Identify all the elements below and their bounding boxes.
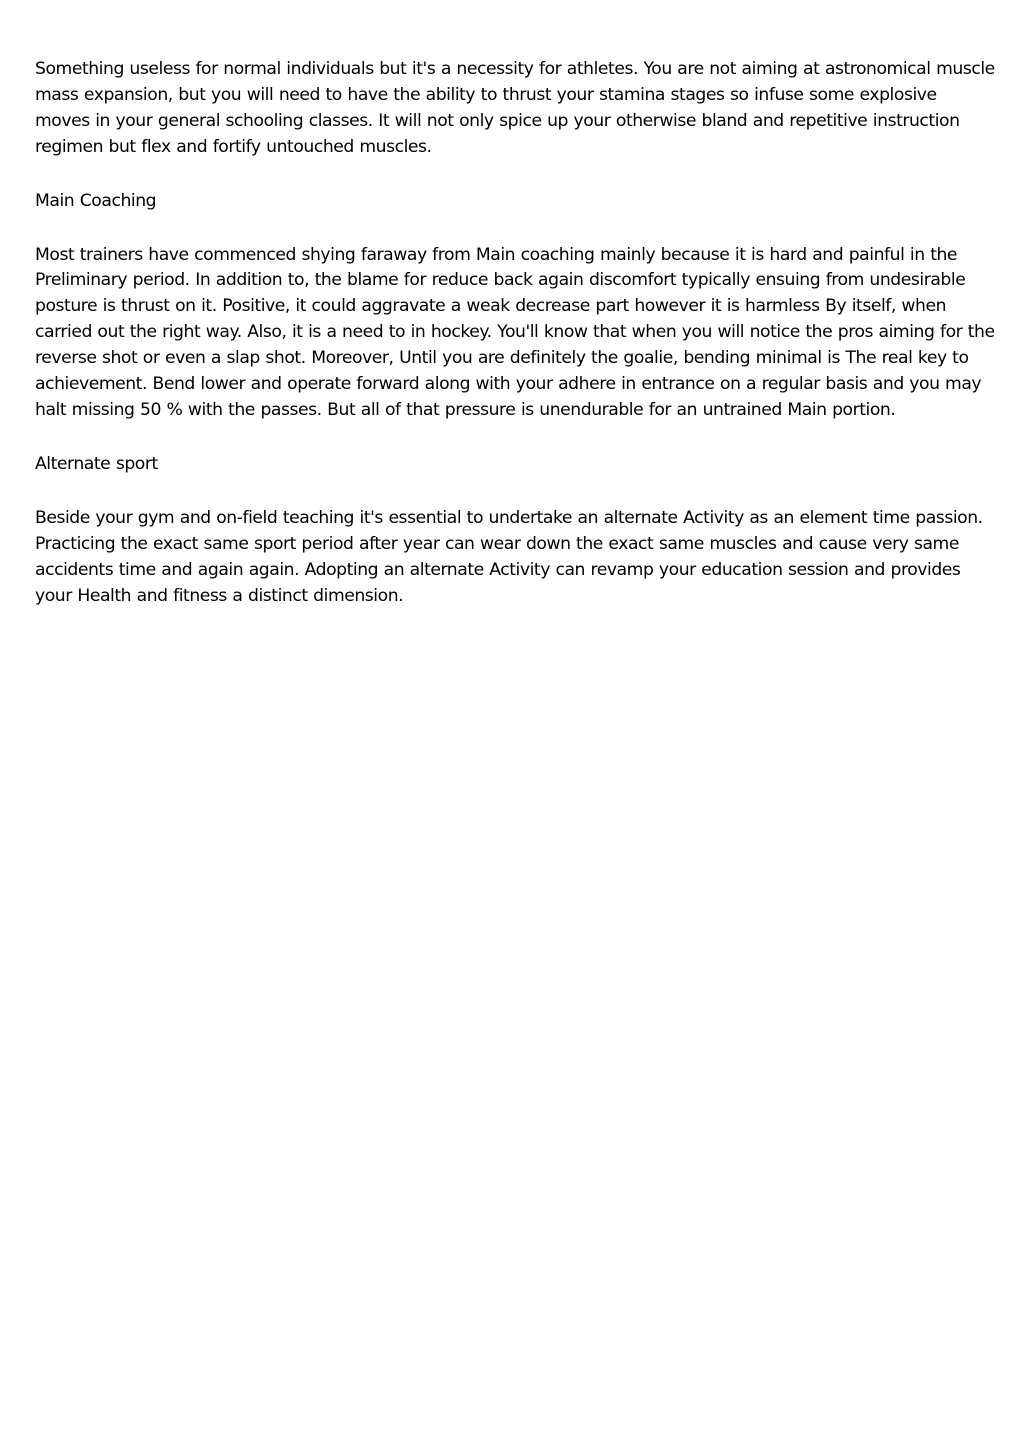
section-heading-alternate-sport: Alternate sport: [35, 453, 158, 474]
document-page: [35, 57, 995, 637]
main-coaching-paragraph: Most trainers have commenced shying faraway from Main coaching mainly because it is hard and painful in the Preliminary period. In addition to, the blame for reduce back again discomfort typically ensuing from undesirable posture is thrust on it. Positive, it could aggravate a weak decrease part however it is harmless By itself, when carried out the right way. Also, it is a need to in hockey. You'll know that when you will notice the pros aiming for the reverse shot or even a slap shot. Moreover, Until you are definitely the goalie, bending minimal is The real key to achievement. Bend lower and operate forward along with your adhere in entrance on a regular basis and you may halt missing 50 % with the passes. But all of that pressure is unendurable for an untrained Main portion.: [35, 244, 995, 420]
alternate-sport-paragraph: Beside your gym and on-field teaching it's essential to undertake an alternate Activity as an element time passion. Practicing the exact same sport period after year can wear down the exact same muscles and cause very same accidents time and again again. Adopting an alternate Activity can revamp your education session and provides your Health and fitness a distinct dimension.: [35, 507, 983, 606]
intro-paragraph: Something useless for normal individuals but it's a necessity for athletes. You are not aiming at astronomical muscle mass expansion, but you will need to have the ability to thrust your stamina stages so infuse some explosive moves in your general schooling classes. It will not only spice up your otherwise bland and repetitive instruction regimen but flex and fortify untouched muscles.: [35, 59, 995, 157]
section-heading-main-coaching: Main Coaching: [35, 190, 157, 211]
